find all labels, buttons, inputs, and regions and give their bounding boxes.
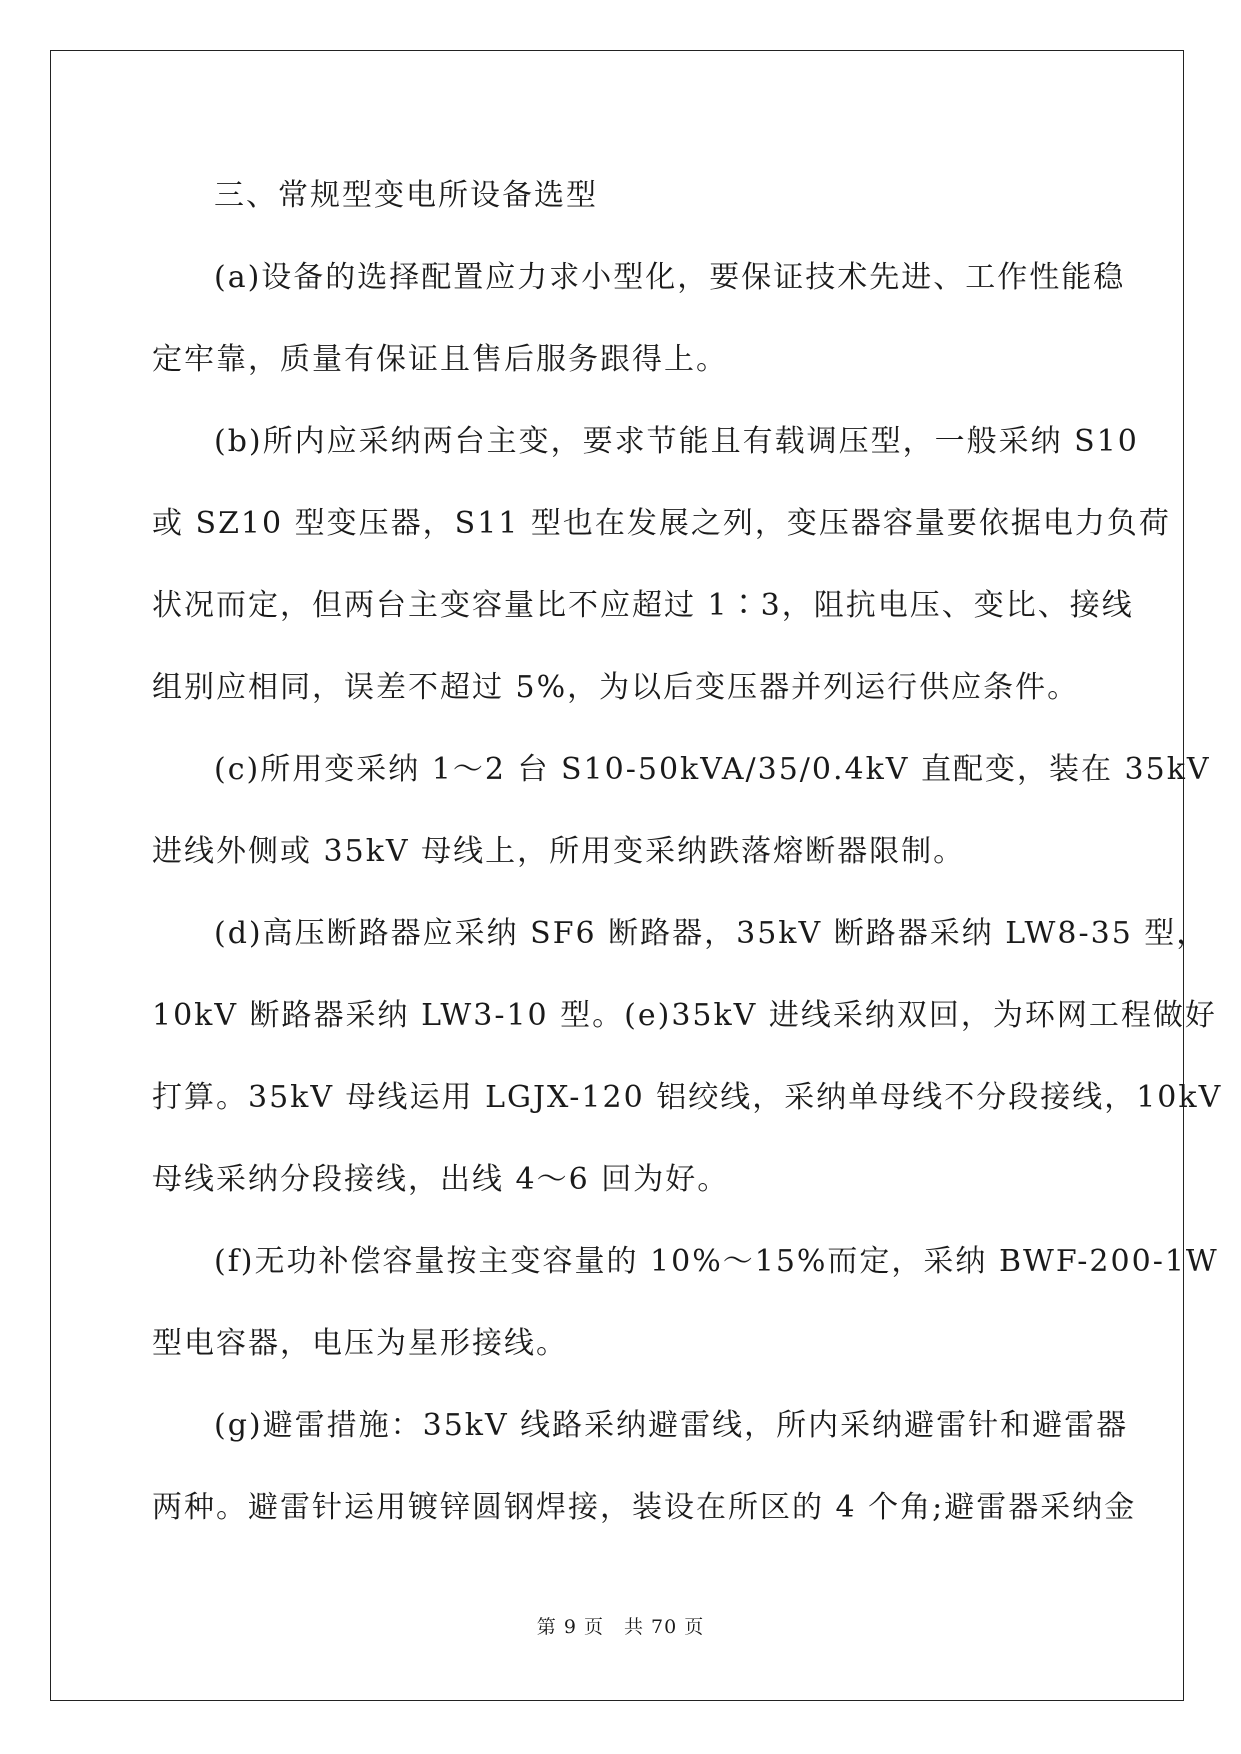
paragraph-line: (f)无功补偿容量按主变容量的 10%～15%而定，采纳 BWF-200-1W [214, 1244, 1219, 1279]
paragraph-line: 型电容器，电压为星形接线。 [152, 1326, 568, 1361]
paragraph-line: 进线外侧或 35kV 母线上，所用变采纳跌落熔断器限制。 [152, 834, 966, 869]
paragraph-line: (a)设备的选择配置应力求小型化，要保证技术先进、工作性能稳 [214, 260, 1126, 295]
paragraph-line: (g)避雷措施：35kV 线路采纳避雷线，所内采纳避雷针和避雷器 [214, 1408, 1129, 1443]
paragraph-line: 母线采纳分段接线，出线 4～6 回为好。 [152, 1162, 730, 1197]
paragraph-line: 组别应相同，误差不超过 5%，为以后变压器并列运行供应条件。 [152, 670, 1080, 705]
page-number-footer: 第 9 页 共 70 页 [536, 1616, 705, 1638]
paragraph-line: 状况而定，但两台主变容量比不应超过 1∶3，阻抗电压、变比、接线 [152, 588, 1134, 623]
paragraph-line: (c)所用变采纳 1～2 台 S10-50kVA/35/0.4kV 直配变，装在 35kV [214, 752, 1211, 787]
paragraph-line: 10kV 断路器采纳 LW3-10 型。(e)35kV 进线采纳双回，为环网工程做好 [152, 998, 1217, 1033]
paragraph-line: (b)所内应采纳两台主变，要求节能且有载调压型，一般采纳 S10 [214, 424, 1139, 459]
section-heading: 三、常规型变电所设备选型 [214, 178, 598, 213]
paragraph-line: 两种。避雷针运用镀锌圆钢焊接，装设在所区的 4 个角;避雷器采纳金 [152, 1490, 1137, 1525]
paragraph-line: (d)高压断路器应采纳 SF6 断路器，35kV 断路器采纳 LW8-35 型， [214, 916, 1209, 951]
paragraph-line: 或 SZ10 型变压器，S11 型也在发展之列，变压器容量要依据电力负荷 [152, 506, 1171, 541]
paragraph-line: 打算。35kV 母线运用 LGJX-120 铝绞线，采纳单母线不分段接线，10kV [152, 1080, 1223, 1115]
document-body [152, 155, 1223, 1549]
paragraph-line: 定牢靠，质量有保证且售后服务跟得上。 [152, 342, 728, 377]
